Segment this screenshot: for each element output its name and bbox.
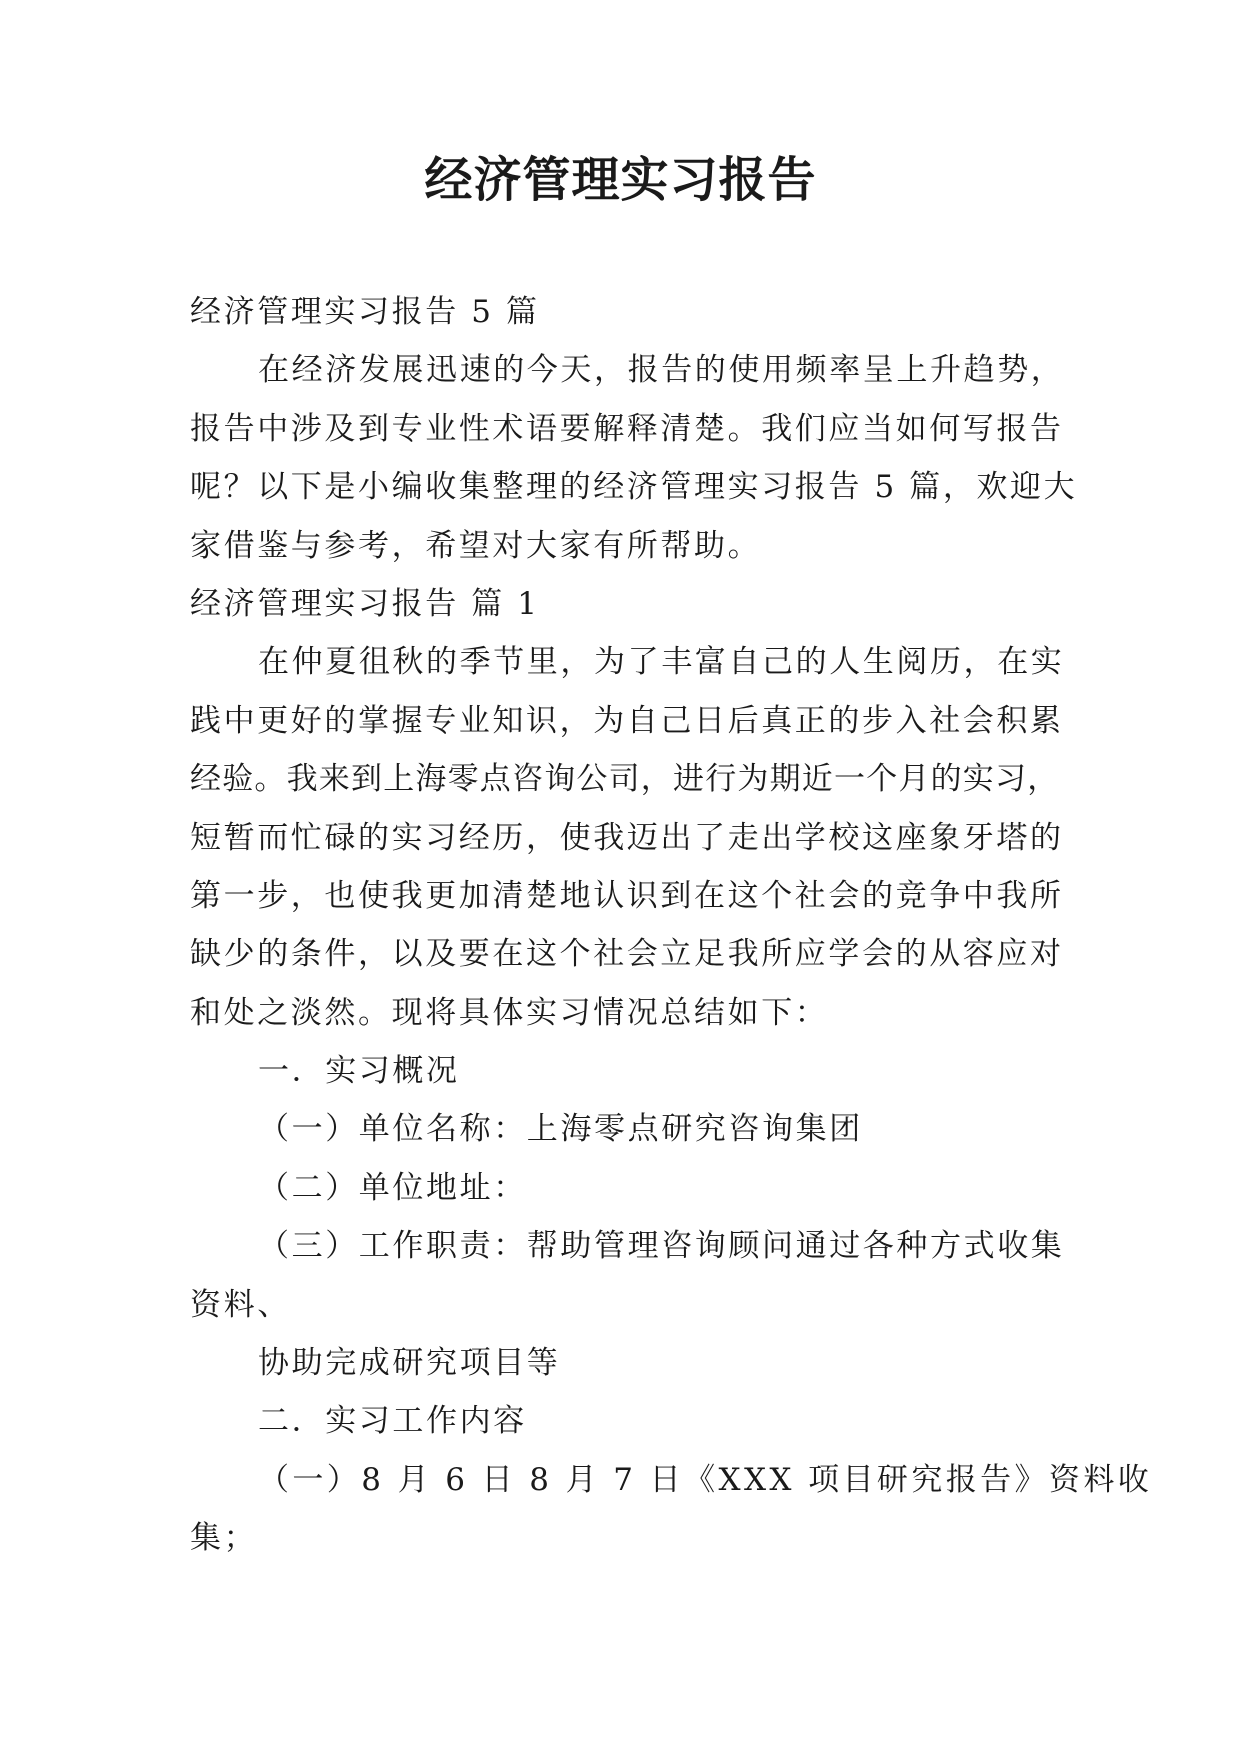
outline-item-continuation: 集； (190, 1520, 258, 1557)
document-title: 经济管理实习报告 (424, 152, 817, 208)
body-paragraph-line: 缺少的条件，以及要在这个社会立足我所应学会的从容应对 (190, 936, 1064, 973)
body-paragraph-line: 和处之淡然。现将具体实习情况总结如下： (190, 994, 829, 1031)
document-body (190, 283, 1153, 1568)
outline-item: （三）工作职责：帮助管理咨询顾问通过各种方式收集 (258, 1228, 1065, 1265)
body-paragraph-line: 经验。我来到上海零点咨询公司，进行为期近一个月的实习， (190, 761, 1060, 798)
intro-paragraph-line: 呢？以下是小编收集整理的经济管理实习报告 5 篇，欢迎大 (190, 469, 1078, 506)
outline-heading: 二．实习工作内容 (258, 1403, 527, 1440)
subtitle-line: 经济管理实习报告 5 篇 (190, 294, 540, 330)
body-paragraph-line: 在仲夏徂秋的季节里，为了丰富自己的人生阅历，在实 (258, 644, 1065, 681)
intro-paragraph-line: 在经济发展迅速的今天，报告的使用频率呈上升趋势， (258, 352, 1065, 389)
outline-item: （一）单位名称：上海零点研究咨询集团 (258, 1111, 863, 1148)
intro-paragraph-line: 报告中涉及到专业性术语要解释清楚。我们应当如何写报告 (190, 410, 1064, 447)
intro-paragraph-line: 家借鉴与参考，希望对大家有所帮助。 (190, 527, 762, 564)
outline-heading: 一．实习概况 (258, 1053, 460, 1090)
body-paragraph-line: 践中更好的掌握专业知识，为自己日后真正的步入社会积累 (190, 702, 1064, 739)
body-paragraph-line: 第一步，也使我更加清楚地认识到在这个社会的竞争中我所 (190, 877, 1064, 914)
outline-item-continuation: 资料、 (190, 1286, 291, 1323)
outline-item: （一）8 月 6 日 8 月 7 日《XXX 项目研究报告》资料收 (258, 1461, 1153, 1498)
outline-item: （二）单位地址： (258, 1169, 527, 1206)
outline-item-continuation: 协助完成研究项目等 (258, 1345, 561, 1382)
section-heading: 经济管理实习报告 篇 1 (190, 585, 540, 622)
body-paragraph-line: 短暂而忙碌的实习经历，使我迈出了走出学校这座象牙塔的 (190, 819, 1064, 856)
